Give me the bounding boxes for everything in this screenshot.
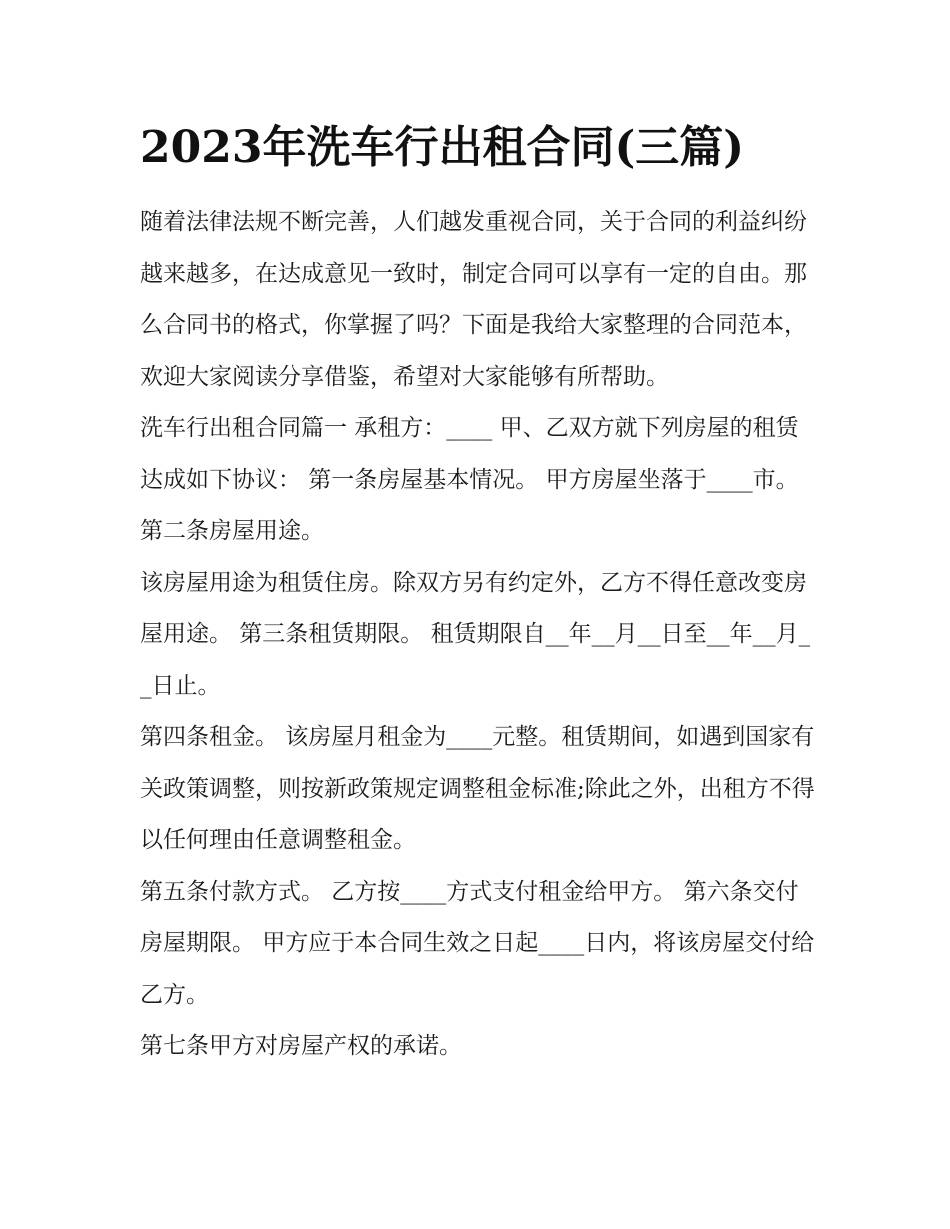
paragraph-intro: 随着法律法规不断完善，人们越发重视合同，关于合同的利益纠纷越来越多，在达成意见一致时，制定合同可以享有一定的自由。那么合同书的格式，你掌握了吗？下面是我给大家整理的合同范本，欢迎大家阅读分享借鉴，希望对大家能够有所帮助。 (140, 209, 807, 390)
document-body (140, 197, 820, 1073)
paragraph-house-usage: 该房屋用途为租赁住房。除双方另有约定外，乙方不得任意改变房屋用途。 第三条租赁期限。 租赁期限自__年__月__日至__年__月__日止。 (140, 569, 811, 699)
document-title: 2023年洗车行出租合同(三篇) (140, 122, 745, 173)
paragraph-payment-method: 第五条付款方式。 乙方按____方式支付租金给甲方。 第六条交付房屋期限。 甲方应于本合同生效之日起____日内，将该房屋交付给乙方。 (140, 878, 815, 1008)
paragraph-contract-part-one: 洗车行出租合同篇一 承租方：____ 甲、乙双方就下列房屋的租赁达成如下协议： 第一条房屋基本情况。 甲方房屋坐落于____市。 第二条房屋用途。 (140, 415, 799, 544)
paragraph-rent: 第四条租金。 该房屋月租金为____元整。租赁期间，如遇到国家有关政策调整，则按新政策规定调整租金标准;除此之外，出租方不得以任何理由任意调整租金。 (140, 724, 815, 853)
paragraph-ownership-commitment: 第七条甲方对房屋产权的承诺。 (140, 1033, 462, 1059)
